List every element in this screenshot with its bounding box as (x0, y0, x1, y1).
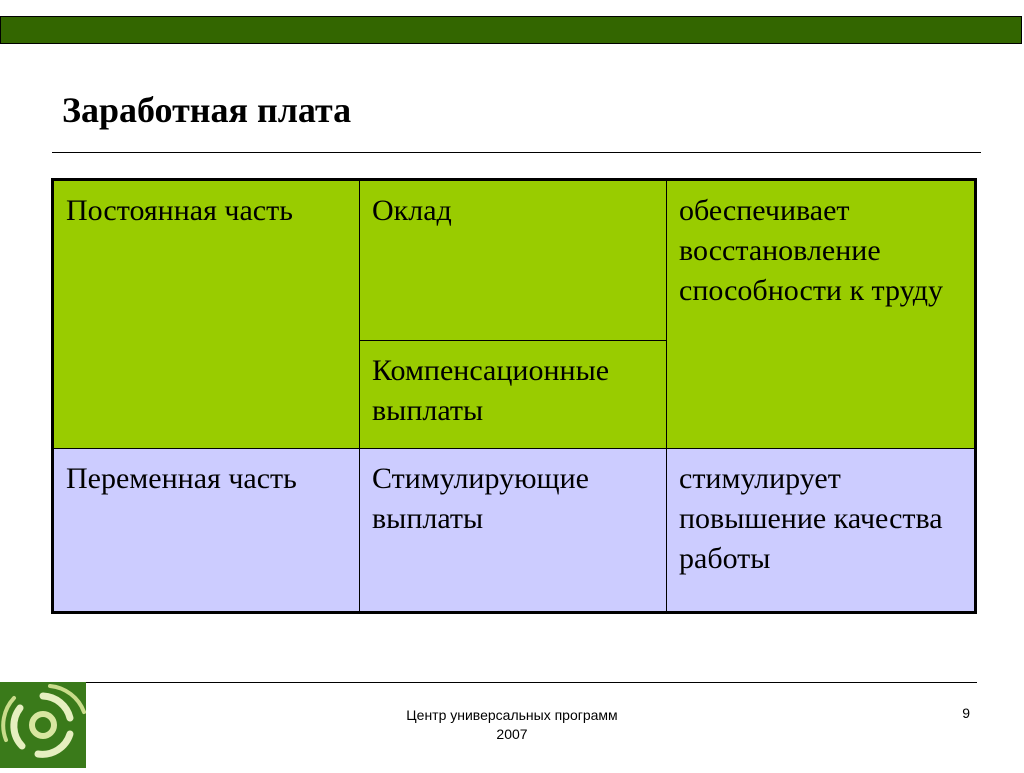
cell-variable-part: Переменная часть (53, 449, 360, 613)
cell-fixed-effect: обеспечивает восстановление способности к труду (667, 180, 976, 449)
footer-organization: Центр универсальных программ (406, 707, 618, 723)
wage-structure-table (51, 178, 977, 614)
cell-variable-effect: стимулирует повышение качества работы (667, 449, 976, 613)
footer-year: 2007 (496, 726, 528, 742)
table-row-variable-part (53, 449, 976, 613)
cell-compensation-payments: Компенсационные выплаты (360, 341, 667, 449)
page-number: 9 (962, 705, 970, 721)
cell-incentive-payments: Стимулирующие выплаты (360, 449, 667, 613)
cell-fixed-part: Постоянная часть (53, 180, 360, 449)
table-row-fixed-part (53, 180, 976, 341)
slide-title: Заработная плата (62, 90, 352, 130)
circular-swirl-logo-icon (0, 682, 86, 768)
footer-caption (362, 706, 662, 744)
top-banner-bar (0, 16, 1022, 44)
footer-divider (86, 682, 977, 683)
cell-salary: Оклад (360, 180, 667, 341)
title-divider (52, 152, 981, 153)
